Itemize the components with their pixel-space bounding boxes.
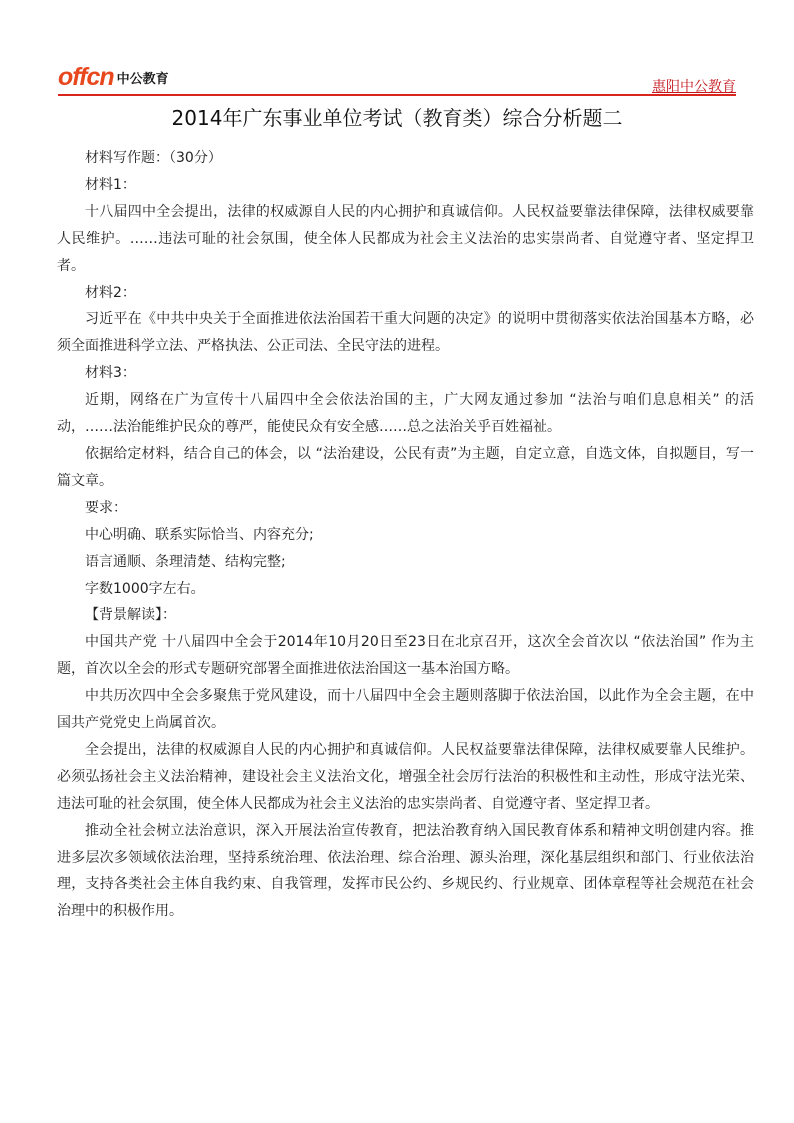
paragraph: 近期，网络在广为宣传十八届四中全会依法治国的主，广大网友通过参加 “法治与咱们息息相关” 的活动，……法治能维护民众的尊严，能使民众有安全感……总之法治关乎百姓福祉。	[57, 392, 754, 436]
logo-mark: offcn	[58, 63, 114, 91]
paragraph: 全会提出，法律的权威源自人民的内心拥护和真诚信仰。人民权益要靠法律保障，法律权威要靠人民维护。必须弘扬社会主义法治精神，建设社会主义法治文化，增强全社会厉行法治的积极性和主动性，形成守法光荣、违法可耻的社会氛围，使全体人民都成为社会主义法治的忠实崇尚者、自觉遵守者、坚定捍卫者。	[57, 741, 754, 812]
paragraph: 习近平在《中共中央关于全面推进依法治国若干重大问题的决定》的说明中贯彻落实依法治国基本方略，必须全面推进科学立法、严格执法、公正司法、全民守法的进程。	[57, 311, 754, 355]
paragraph: 中国共产党 十八届四中全会于2014年10月20日至23日在北京召开，这次全会首次以 “依法治国” 作为主题，首次以全会的形式专题研究部署全面推进依法治国这一基本治国方略。	[57, 634, 754, 678]
paragraph: 语言通顺、条理清楚、结构完整;	[85, 553, 286, 570]
section-heading: 【背景解读】：	[85, 607, 176, 624]
paragraph: 字数1000字左右。	[85, 580, 205, 597]
page-header	[0, 0, 794, 100]
paragraph: 推动全社会树立法治意识，深入开展法治宣传教育，把法治教育纳入国民教育体系和精神文明创建内容。推进多层次多领域依法治理，坚持系统治理、依法治理、综合治理、源头治理，深化基层组织和部门、行业依法治理，支持各类社会主体自我约束、自我管理，发挥市民公约、乡规民约、行业规章、团体章程等社会规范在社会治理中的积极作用。	[57, 822, 754, 920]
paragraph: 要求：	[85, 499, 127, 516]
paragraph: 材料2：	[85, 284, 136, 301]
header-divider	[58, 94, 736, 96]
branch-link[interactable]: 惠阳中公教育	[652, 79, 736, 95]
paragraph: 材料3：	[85, 365, 136, 382]
document-title: 2014年广东事业单位考试（教育类）综合分析题二	[171, 106, 623, 130]
paragraph: 十八届四中全会提出，法律的权威源自人民的内心拥护和真诚信仰。人民权益要靠法律保障，法律权威要靠人民维护。……违法可耻的社会氛围，使全体人民都成为社会主义法治的忠实崇尚者、自觉遵守者、坚定捍卫者。	[57, 203, 754, 274]
offcn-logo	[58, 62, 169, 90]
paragraph: 中共历次四中全会多聚焦于党风建设，而十八届四中全会主题则落脚于依法治国，以此作为全会主题，在中国共产党党史上尚属首次。	[57, 688, 754, 732]
paragraph: 材料写作题：（30分）	[85, 150, 222, 166]
document-body	[57, 145, 754, 925]
logo-chinese-name: 中公教育	[116, 72, 169, 87]
paragraph: 中心明确、联系实际恰当、内容充分;	[85, 526, 314, 543]
paragraph: 材料1：	[85, 176, 136, 193]
paragraph: 依据给定材料，结合自己的体会，以 “法治建设，公民有责”为主题，自定立意，自选文体，自拟题目，写一篇文章。	[57, 445, 754, 489]
